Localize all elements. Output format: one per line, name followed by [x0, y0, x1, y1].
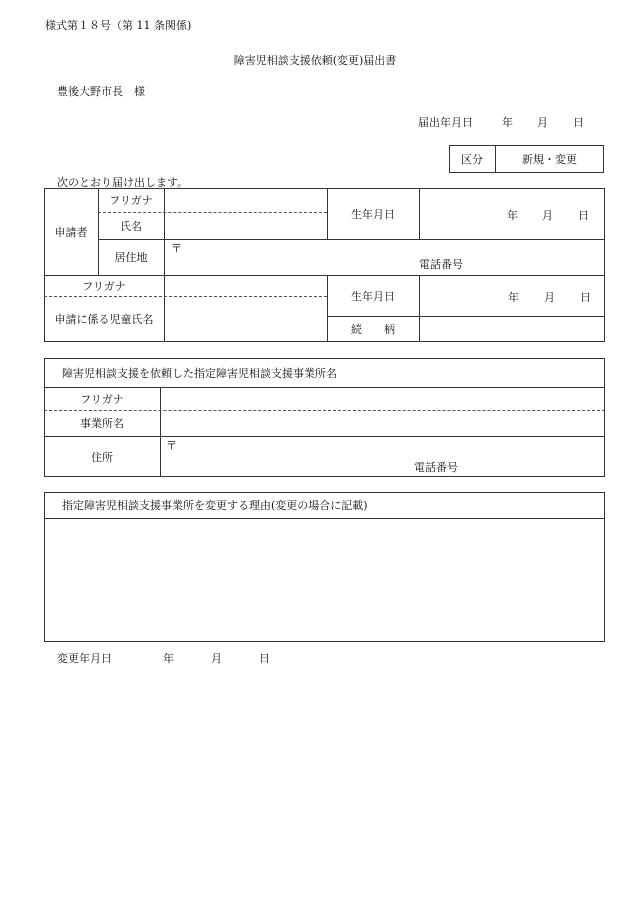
office-furigana-label: フリガナ	[80, 392, 124, 406]
office-header: 障害児相談支援を依頼した指定障害児相談支援事業所名	[62, 366, 337, 380]
applicant-phone-label: 電話番号	[419, 258, 463, 271]
reason-header: 指定障害児相談支援事業所を変更する理由(変更の場合に記載)	[62, 499, 368, 512]
child-birth-day: 日	[580, 291, 591, 304]
change-date-year: 年	[163, 652, 174, 665]
change-date-month: 月	[211, 652, 222, 665]
child-name-field[interactable]	[164, 296, 327, 342]
child-furigana-label: フリガナ	[82, 279, 126, 293]
submission-date-label: 届出年月日	[418, 116, 473, 129]
applicant-furigana-label: フリガナ	[109, 194, 153, 207]
addressee: 豊後大野市長 様	[57, 85, 145, 98]
office-name-label: 事業所名	[80, 417, 124, 430]
office-address-label: 住所	[91, 450, 113, 464]
category-label: 区分	[461, 153, 483, 166]
submission-date-day: 日	[573, 116, 584, 129]
child-birth-year: 年	[508, 291, 519, 304]
child-birth-month: 月	[544, 291, 555, 304]
office-postal-mark: 〒	[166, 439, 177, 452]
change-date-day: 日	[259, 652, 270, 665]
applicant-birth-year: 年	[507, 209, 518, 222]
child-relation-label: 続 柄	[351, 323, 395, 336]
child-birth-label: 生年月日	[351, 289, 395, 303]
category-value[interactable]: 新規・変更	[522, 153, 577, 166]
applicant-birth-label: 生年月日	[351, 207, 395, 221]
applicant-birth-day: 日	[578, 209, 589, 222]
office-name-field[interactable]	[160, 410, 605, 436]
applicant-name-field[interactable]	[164, 212, 327, 239]
applicant-address-field[interactable]	[164, 239, 605, 275]
office-address-field[interactable]	[160, 436, 605, 477]
applicant-birth-month: 月	[542, 209, 553, 222]
applicant-section-label: 申請者	[54, 225, 88, 239]
child-relation-field[interactable]	[419, 316, 605, 342]
submission-date-month: 月	[537, 116, 548, 129]
submission-date-year: 年	[502, 116, 513, 129]
applicant-postal-mark: 〒	[171, 242, 182, 255]
intro-text: 次のとおり届け出します。	[57, 176, 189, 189]
form-number: 様式第１８号（第 11 条関係)	[45, 19, 192, 32]
applicant-name-label: 氏名	[120, 219, 142, 233]
reason-field[interactable]	[45, 519, 604, 641]
page-title: 障害児相談支援依頼(変更)届出書	[233, 54, 397, 67]
child-name-label: 申請に係る児童氏名	[54, 313, 154, 326]
office-furigana-field[interactable]	[160, 387, 605, 410]
child-furigana-field[interactable]	[164, 275, 327, 296]
office-phone-label: 電話番号	[414, 461, 458, 474]
change-date-label: 変更年月日	[57, 652, 112, 665]
applicant-furigana-field[interactable]	[164, 188, 327, 212]
applicant-address-label: 居住地	[114, 251, 148, 264]
